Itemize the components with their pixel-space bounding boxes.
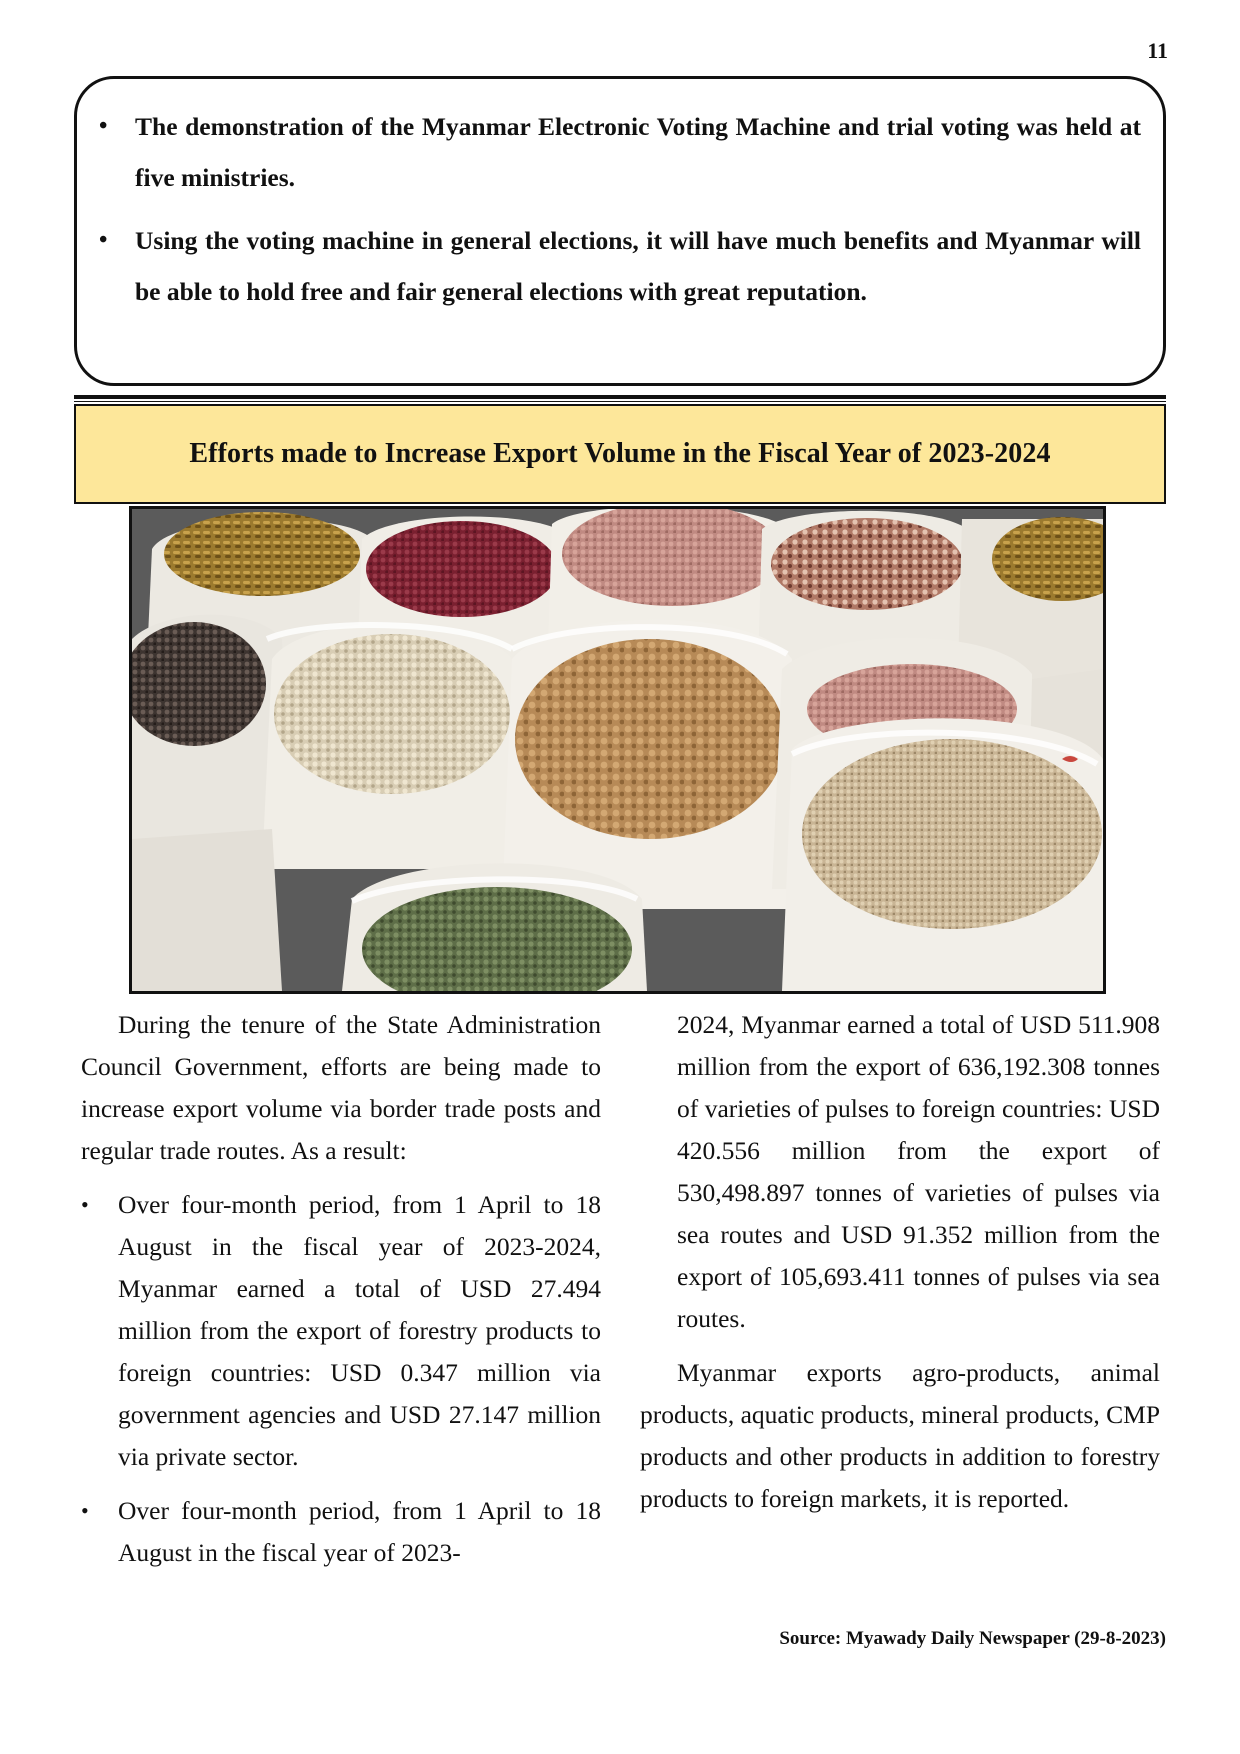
intro-paragraph: During the tenure of the State Administration Council Government, efforts are being made to increase export volume via border trade posts and regular trade routes. As a result: xyxy=(81,1010,601,1165)
pulses-sacks-illustration xyxy=(132,509,1103,991)
article-headline: Efforts made to Increase Export Volume in the Fiscal Year of 2023-2024 xyxy=(189,438,1051,469)
highlight-bullet-item: • Using the voting machine in general elections, it will have much benefits and Myanmar will be able to hold free and fair general elections with great reputation. xyxy=(99,215,1141,317)
source-citation: Source: Myawady Daily Newspaper (29-8-2023) xyxy=(779,1628,1166,1649)
highlight-bullet-list xyxy=(99,101,1141,317)
left-column xyxy=(81,1004,601,1586)
page-number: 11 xyxy=(1147,38,1168,63)
headline-banner xyxy=(74,404,1166,504)
highlight-box xyxy=(74,76,1166,386)
pulses-export-bullet-continued: 2024, Myanmar earned a total of USD 511.908 million from the export of 636,192.308 tonnes of varieties of pulses to foreign countries: USD 420.556 million from the export of 530,498.897 tonnes of varieties of pulses via sea routes and USD 91.352 million from the export of 105,693.411 tonnes of pulses via sea routes. xyxy=(677,1010,1160,1333)
export-bullet-list xyxy=(81,1184,601,1574)
right-column xyxy=(640,1004,1160,1532)
highlight-bullet-item: • The demonstration of the Myanmar Electronic Voting Machine and trial voting was held at five ministries. xyxy=(99,101,1141,203)
pulses-export-bullet: • Over four-month period, from 1 April to 18 August in the fiscal year of 2023- xyxy=(81,1490,601,1574)
pulses-sacks-photo xyxy=(129,506,1106,994)
forestry-export-bullet: • Over four-month period, from 1 April to 18 August in the fiscal year of 2023-2024, Myanmar earned a total of USD 27.494 million from the export of forestry products to foreign countries: USD 0.347 million via government agencies and USD 27.147 million via private sector. xyxy=(81,1184,601,1478)
closing-paragraph: Myanmar exports agro-products, animal products, aquatic products, mineral products, CMP products and other products in addition to forestry products to foreign markets, it is reported. xyxy=(640,1358,1160,1513)
section-divider xyxy=(74,395,1166,399)
section-divider-thin xyxy=(74,401,1166,402)
